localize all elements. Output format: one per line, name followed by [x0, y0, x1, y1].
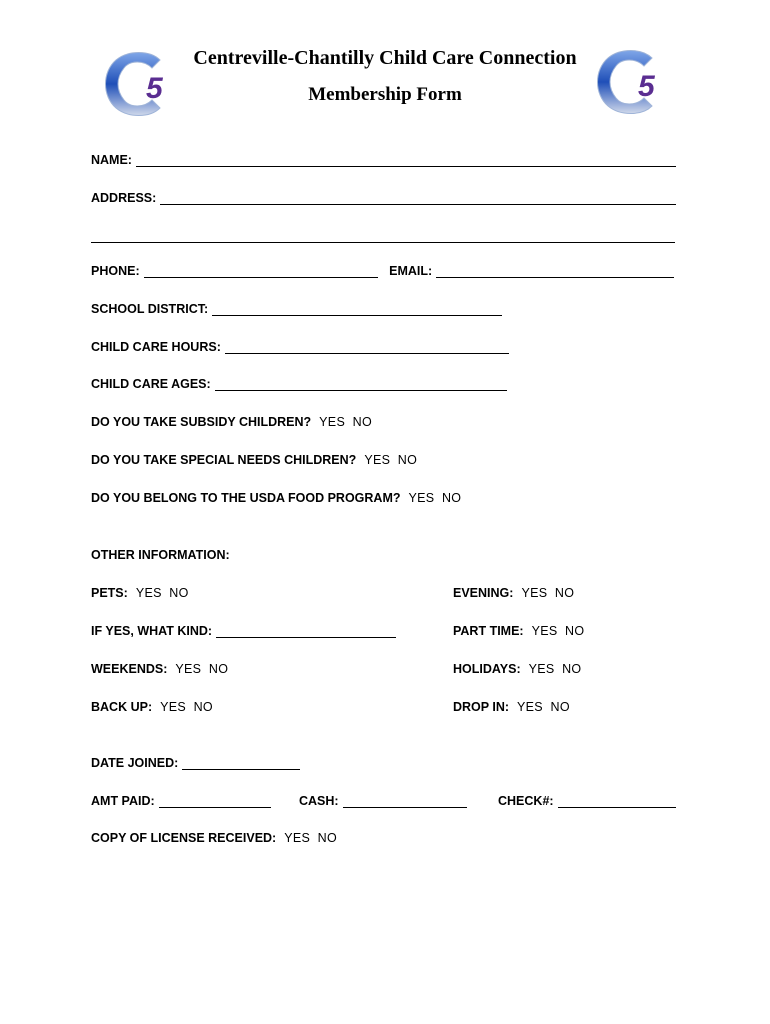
pet-kind-label: IF YES, WHAT KIND:: [91, 624, 213, 638]
name-row: [91, 153, 676, 167]
special-needs-row: [91, 453, 417, 467]
evening-row: [453, 586, 574, 600]
pets-row: [91, 586, 189, 600]
check-field[interactable]: [558, 794, 676, 808]
child-care-hours-field[interactable]: [225, 340, 509, 354]
usda-yes-no[interactable]: YES NO: [408, 491, 462, 505]
school-district-row: [91, 302, 502, 316]
cash-label: CASH:: [299, 794, 339, 808]
date-joined-label: DATE JOINED:: [91, 756, 179, 770]
amt-paid-row: [91, 794, 271, 808]
form-subtitle: Membership Form: [308, 84, 462, 105]
child-care-ages-field[interactable]: [215, 377, 507, 391]
special-needs-yes-no[interactable]: YES NO: [364, 453, 418, 467]
c5-logo-left: [98, 46, 174, 122]
usda-question: DO YOU BELONG TO THE USDA FOOD PROGRAM?: [91, 491, 401, 505]
special-needs-question: DO YOU TAKE SPECIAL NEEDS CHILDREN?: [91, 453, 357, 467]
license-yes-no[interactable]: YES NO: [284, 831, 338, 845]
drop-in-label: DROP IN:: [453, 700, 510, 714]
amt-paid-field[interactable]: [159, 794, 271, 808]
back-up-label: BACK UP:: [91, 700, 153, 714]
holidays-row: [453, 662, 581, 676]
child-care-hours-label: CHILD CARE HOURS:: [91, 340, 221, 354]
part-time-row: [453, 624, 584, 638]
child-care-hours-row: [91, 340, 509, 354]
name-field[interactable]: [136, 153, 676, 167]
pets-label: PETS:: [91, 586, 128, 600]
check-row: [498, 794, 676, 808]
form-title: Centreville-Chantilly Child Care Connection: [193, 47, 577, 69]
school-district-label: SCHOOL DISTRICT:: [91, 302, 209, 316]
school-district-field[interactable]: [212, 302, 502, 316]
phone-email-row: [91, 264, 674, 278]
address-label: ADDRESS:: [91, 191, 157, 205]
email-field[interactable]: [436, 264, 674, 278]
address-field-2[interactable]: [91, 229, 675, 243]
name-label: NAME:: [91, 153, 132, 167]
logo-digit: 5: [146, 72, 163, 105]
date-joined-field[interactable]: [182, 756, 300, 770]
pet-kind-field[interactable]: [216, 624, 396, 638]
holidays-label: HOLIDAYS:: [453, 662, 521, 676]
phone-field[interactable]: [144, 264, 378, 278]
pets-yes-no[interactable]: YES NO: [135, 586, 189, 600]
license-row: [91, 831, 337, 845]
child-care-ages-label: CHILD CARE AGES:: [91, 377, 211, 391]
subsidy-question: DO YOU TAKE SUBSIDY CHILDREN?: [91, 415, 312, 429]
child-care-ages-row: [91, 377, 507, 391]
weekends-label: WEEKENDS:: [91, 662, 168, 676]
pet-kind-row: [91, 624, 396, 638]
back-up-row: [91, 700, 213, 714]
evening-label: EVENING:: [453, 586, 514, 600]
email-label: EMAIL:: [389, 264, 433, 278]
back-up-yes-no[interactable]: YES NO: [160, 700, 213, 714]
cash-field[interactable]: [343, 794, 467, 808]
phone-label: PHONE:: [91, 264, 140, 278]
logo-digit: 5: [638, 70, 655, 103]
evening-yes-no[interactable]: YES NO: [521, 586, 575, 600]
usda-row: [91, 491, 461, 505]
other-info-heading-row: [91, 548, 230, 562]
address-row-2: [91, 229, 675, 243]
license-label: COPY OF LICENSE RECEIVED:: [91, 831, 277, 845]
weekends-yes-no[interactable]: YES NO: [175, 662, 229, 676]
check-label: CHECK#:: [498, 794, 554, 808]
date-joined-row: [91, 756, 300, 770]
weekends-row: [91, 662, 228, 676]
part-time-label: PART TIME:: [453, 624, 524, 638]
drop-in-yes-no[interactable]: YES NO: [517, 700, 570, 714]
drop-in-row: [453, 700, 570, 714]
subsidy-row: [91, 415, 372, 429]
holidays-yes-no[interactable]: YES NO: [528, 662, 582, 676]
address-row: [91, 191, 676, 205]
subsidy-yes-no[interactable]: YES NO: [319, 415, 372, 429]
amt-paid-label: AMT PAID:: [91, 794, 155, 808]
part-time-yes-no[interactable]: YES NO: [531, 624, 585, 638]
other-info-heading: OTHER INFORMATION:: [91, 548, 230, 562]
address-field[interactable]: [160, 191, 676, 205]
cash-row: [299, 794, 467, 808]
c5-logo-right: [590, 44, 666, 120]
